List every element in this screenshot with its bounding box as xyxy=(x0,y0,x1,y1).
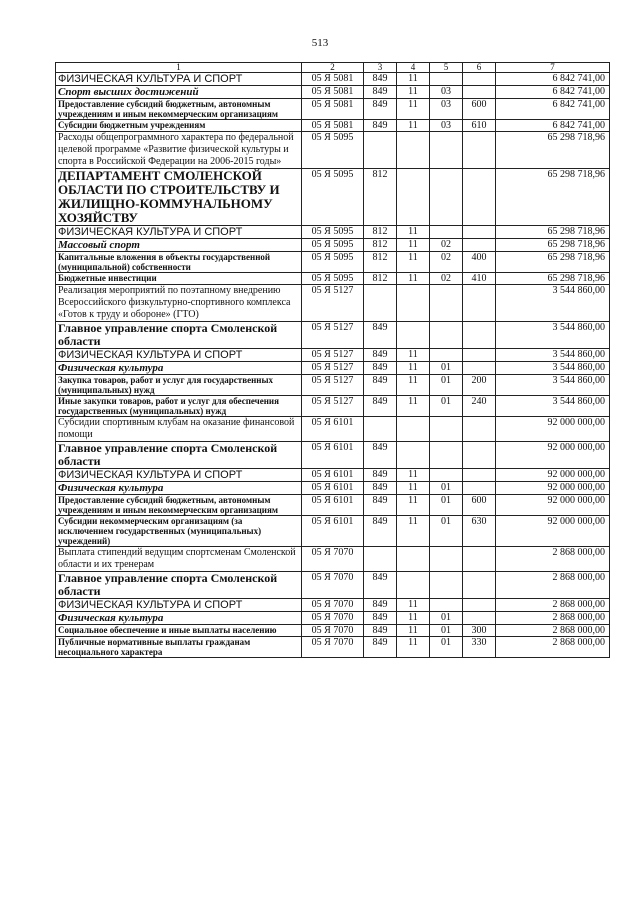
ved-cell: 849 xyxy=(364,637,397,658)
rz-cell xyxy=(397,169,430,226)
vr-cell: 600 xyxy=(463,99,496,120)
ved-cell: 812 xyxy=(364,252,397,273)
table-row xyxy=(56,396,610,417)
rz-cell xyxy=(397,417,430,442)
ved-cell: 849 xyxy=(364,495,397,516)
code-cell: 05 Я 5095 xyxy=(302,252,364,273)
row-name: Субсидии некоммерческим организациям (за исключением государственных (муниципальных) учреждений) xyxy=(56,516,302,547)
sum-cell: 2 868 000,00 xyxy=(496,637,610,658)
header-cell: 7 xyxy=(496,63,610,73)
table-row xyxy=(56,637,610,658)
pr-cell: 01 xyxy=(430,612,463,625)
sum-cell: 2 868 000,00 xyxy=(496,599,610,612)
sum-cell: 92 000 000,00 xyxy=(496,495,610,516)
rz-cell: 11 xyxy=(397,482,430,495)
code-cell: 05 Я 5127 xyxy=(302,349,364,362)
table-row xyxy=(56,99,610,120)
code-cell: 05 Я 7070 xyxy=(302,572,364,599)
code-cell: 05 Я 6101 xyxy=(302,442,364,469)
row-name: Физическая культура xyxy=(56,482,302,495)
pr-cell: 01 xyxy=(430,625,463,637)
row-name: Капитальные вложения в объекты государственной (муниципальной) собственности xyxy=(56,252,302,273)
row-name: Бюджетные инвестиции xyxy=(56,273,302,285)
row-name: ФИЗИЧЕСКАЯ КУЛЬТУРА И СПОРТ xyxy=(56,469,302,482)
sum-cell: 3 544 860,00 xyxy=(496,285,610,322)
sum-cell: 3 544 860,00 xyxy=(496,375,610,396)
table-row xyxy=(56,86,610,99)
vr-cell xyxy=(463,469,496,482)
table-row xyxy=(56,285,610,322)
rz-cell xyxy=(397,547,430,572)
row-name: Физическая культура xyxy=(56,612,302,625)
table-row xyxy=(56,252,610,273)
sum-cell: 65 298 718,96 xyxy=(496,132,610,169)
rz-cell: 11 xyxy=(397,99,430,120)
row-name: Главное управление спорта Смоленской области xyxy=(56,322,302,349)
sum-cell: 92 000 000,00 xyxy=(496,469,610,482)
code-cell: 05 Я 5127 xyxy=(302,362,364,375)
ved-cell: 849 xyxy=(364,375,397,396)
rz-cell: 11 xyxy=(397,612,430,625)
ved-cell: 849 xyxy=(364,572,397,599)
sum-cell: 65 298 718,96 xyxy=(496,252,610,273)
pr-cell: 01 xyxy=(430,495,463,516)
pr-cell: 02 xyxy=(430,239,463,252)
table-row xyxy=(56,322,610,349)
pr-cell xyxy=(430,599,463,612)
header-cell: 5 xyxy=(430,63,463,73)
rz-cell xyxy=(397,132,430,169)
pr-cell xyxy=(430,73,463,86)
vr-cell xyxy=(463,169,496,226)
sum-cell: 6 842 741,00 xyxy=(496,120,610,132)
ved-cell: 849 xyxy=(364,516,397,547)
table-row xyxy=(56,482,610,495)
pr-cell xyxy=(430,469,463,482)
ved-cell: 849 xyxy=(364,482,397,495)
ved-cell: 849 xyxy=(364,99,397,120)
pr-cell xyxy=(430,572,463,599)
sum-cell: 65 298 718,96 xyxy=(496,239,610,252)
code-cell: 05 Я 7070 xyxy=(302,637,364,658)
table-row xyxy=(56,417,610,442)
vr-cell: 610 xyxy=(463,120,496,132)
code-cell: 05 Я 5081 xyxy=(302,99,364,120)
sum-cell: 2 868 000,00 xyxy=(496,612,610,625)
pr-cell xyxy=(430,169,463,226)
vr-cell xyxy=(463,322,496,349)
row-name: Спорт высших достижений xyxy=(56,86,302,99)
vr-cell: 300 xyxy=(463,625,496,637)
table-row xyxy=(56,132,610,169)
ved-cell xyxy=(364,417,397,442)
table-row xyxy=(56,442,610,469)
row-name: Субсидии бюджетным учреждениям xyxy=(56,120,302,132)
vr-cell xyxy=(463,73,496,86)
header-cell: 1 xyxy=(56,63,302,73)
pr-cell xyxy=(430,349,463,362)
table-row xyxy=(56,169,610,226)
pr-cell: 01 xyxy=(430,375,463,396)
ved-cell xyxy=(364,547,397,572)
ved-cell: 849 xyxy=(364,322,397,349)
pr-cell: 03 xyxy=(430,86,463,99)
rz-cell: 11 xyxy=(397,252,430,273)
vr-cell xyxy=(463,362,496,375)
header-cell: 4 xyxy=(397,63,430,73)
table-row xyxy=(56,362,610,375)
ved-cell xyxy=(364,285,397,322)
vr-cell xyxy=(463,239,496,252)
vr-cell xyxy=(463,349,496,362)
ved-cell: 812 xyxy=(364,169,397,226)
row-name: Иные закупки товаров, работ и услуг для обеспечения государственных (муниципальных) нужд xyxy=(56,396,302,417)
pr-cell: 02 xyxy=(430,273,463,285)
row-name: ФИЗИЧЕСКАЯ КУЛЬТУРА И СПОРТ xyxy=(56,226,302,239)
rz-cell: 11 xyxy=(397,239,430,252)
row-name: Главное управление спорта Смоленской области xyxy=(56,572,302,599)
rz-cell: 11 xyxy=(397,349,430,362)
code-cell: 05 Я 5081 xyxy=(302,86,364,99)
table-row xyxy=(56,516,610,547)
code-cell: 05 Я 5095 xyxy=(302,273,364,285)
rz-cell: 11 xyxy=(397,396,430,417)
vr-cell xyxy=(463,132,496,169)
code-cell: 05 Я 5095 xyxy=(302,132,364,169)
sum-cell: 6 842 741,00 xyxy=(496,99,610,120)
code-cell: 05 Я 6101 xyxy=(302,516,364,547)
ved-cell: 812 xyxy=(364,273,397,285)
code-cell: 05 Я 5127 xyxy=(302,322,364,349)
rz-cell: 11 xyxy=(397,375,430,396)
code-cell: 05 Я 7070 xyxy=(302,547,364,572)
ved-cell xyxy=(364,132,397,169)
rz-cell: 11 xyxy=(397,86,430,99)
ved-cell: 812 xyxy=(364,239,397,252)
code-cell: 05 Я 6101 xyxy=(302,417,364,442)
sum-cell: 92 000 000,00 xyxy=(496,516,610,547)
vr-cell: 630 xyxy=(463,516,496,547)
sum-cell: 65 298 718,96 xyxy=(496,169,610,226)
sum-cell: 2 868 000,00 xyxy=(496,547,610,572)
row-name: Расходы общепрограммного характера по федеральной целевой программе «Развитие физической культуры и спорта в Российской Федерации на 2006-2015 годы» xyxy=(56,132,302,169)
sum-cell: 3 544 860,00 xyxy=(496,362,610,375)
pr-cell: 03 xyxy=(430,99,463,120)
rz-cell: 11 xyxy=(397,226,430,239)
code-cell: 05 Я 5081 xyxy=(302,120,364,132)
rz-cell: 11 xyxy=(397,495,430,516)
ved-cell: 849 xyxy=(364,120,397,132)
pr-cell xyxy=(430,417,463,442)
vr-cell xyxy=(463,285,496,322)
row-name: Субсидии спортивным клубам на оказание финансовой помощи xyxy=(56,417,302,442)
page-number: 513 xyxy=(311,37,329,49)
vr-cell xyxy=(463,482,496,495)
vr-cell xyxy=(463,599,496,612)
table-row xyxy=(56,547,610,572)
row-name: Физическая культура xyxy=(56,362,302,375)
table-row xyxy=(56,239,610,252)
header-cell: 2 xyxy=(302,63,364,73)
pr-cell: 01 xyxy=(430,362,463,375)
vr-cell: 330 xyxy=(463,637,496,658)
row-name: Реализация мероприятий по поэтапному внедрению Всероссийского физкультурно-спортивного комплекса «Готов к труду и обороне» (ГТО) xyxy=(56,285,302,322)
header-cell: 6 xyxy=(463,63,496,73)
sum-cell: 92 000 000,00 xyxy=(496,482,610,495)
rz-cell: 11 xyxy=(397,599,430,612)
vr-cell xyxy=(463,547,496,572)
code-cell: 05 Я 5095 xyxy=(302,169,364,226)
rz-cell: 11 xyxy=(397,637,430,658)
sum-cell: 92 000 000,00 xyxy=(496,442,610,469)
budget-table xyxy=(55,62,610,658)
vr-cell: 240 xyxy=(463,396,496,417)
vr-cell xyxy=(463,86,496,99)
table-row xyxy=(56,572,610,599)
sum-cell: 92 000 000,00 xyxy=(496,417,610,442)
code-cell: 05 Я 7070 xyxy=(302,625,364,637)
pr-cell xyxy=(430,322,463,349)
ved-cell: 849 xyxy=(364,625,397,637)
pr-cell xyxy=(430,226,463,239)
sum-cell: 2 868 000,00 xyxy=(496,572,610,599)
code-cell: 05 Я 5095 xyxy=(302,226,364,239)
sum-cell: 2 868 000,00 xyxy=(496,625,610,637)
pr-cell xyxy=(430,285,463,322)
code-cell: 05 Я 6101 xyxy=(302,469,364,482)
table-row xyxy=(56,226,610,239)
ved-cell: 849 xyxy=(364,86,397,99)
vr-cell xyxy=(463,442,496,469)
table-row xyxy=(56,349,610,362)
header-row xyxy=(56,63,610,73)
ved-cell: 849 xyxy=(364,599,397,612)
sum-cell: 65 298 718,96 xyxy=(496,273,610,285)
ved-cell: 849 xyxy=(364,396,397,417)
row-name: Главное управление спорта Смоленской области xyxy=(56,442,302,469)
pr-cell: 01 xyxy=(430,516,463,547)
pr-cell xyxy=(430,132,463,169)
ved-cell: 849 xyxy=(364,73,397,86)
row-name: Социальное обеспечение и иные выплаты населению xyxy=(56,625,302,637)
table-row xyxy=(56,73,610,86)
code-cell: 05 Я 7070 xyxy=(302,599,364,612)
code-cell: 05 Я 6101 xyxy=(302,495,364,516)
ved-cell: 849 xyxy=(364,469,397,482)
sum-cell: 6 842 741,00 xyxy=(496,73,610,86)
vr-cell xyxy=(463,612,496,625)
row-name: Массовый спорт xyxy=(56,239,302,252)
vr-cell xyxy=(463,572,496,599)
rz-cell: 11 xyxy=(397,625,430,637)
vr-cell: 400 xyxy=(463,252,496,273)
ved-cell: 849 xyxy=(364,442,397,469)
pr-cell xyxy=(430,547,463,572)
row-name: ФИЗИЧЕСКАЯ КУЛЬТУРА И СПОРТ xyxy=(56,349,302,362)
row-name: Предоставление субсидий бюджетным, автономным учреждениям и иным некоммерческим организациям xyxy=(56,495,302,516)
table-row xyxy=(56,495,610,516)
vr-cell: 410 xyxy=(463,273,496,285)
table-body xyxy=(56,63,610,658)
table-row xyxy=(56,599,610,612)
pr-cell: 01 xyxy=(430,396,463,417)
code-cell: 05 Я 7070 xyxy=(302,612,364,625)
pr-cell: 01 xyxy=(430,482,463,495)
rz-cell xyxy=(397,322,430,349)
table-row xyxy=(56,625,610,637)
rz-cell: 11 xyxy=(397,273,430,285)
row-name: Выплата стипендий ведущим спортсменам Смоленской области и их тренерам xyxy=(56,547,302,572)
pr-cell: 02 xyxy=(430,252,463,273)
sum-cell: 3 544 860,00 xyxy=(496,349,610,362)
ved-cell: 849 xyxy=(364,362,397,375)
rz-cell: 11 xyxy=(397,469,430,482)
rz-cell xyxy=(397,572,430,599)
pr-cell xyxy=(430,442,463,469)
header-cell: 3 xyxy=(364,63,397,73)
rz-cell: 11 xyxy=(397,516,430,547)
row-name: Публичные нормативные выплаты гражданам несоциального характера xyxy=(56,637,302,658)
vr-cell xyxy=(463,226,496,239)
code-cell: 05 Я 5127 xyxy=(302,396,364,417)
pr-cell: 01 xyxy=(430,637,463,658)
ved-cell: 849 xyxy=(364,612,397,625)
ved-cell: 849 xyxy=(364,349,397,362)
code-cell: 05 Я 5095 xyxy=(302,239,364,252)
table-row xyxy=(56,469,610,482)
rz-cell: 11 xyxy=(397,362,430,375)
code-cell: 05 Я 5127 xyxy=(302,375,364,396)
row-name: Предоставление субсидий бюджетным, автономным учреждениям и иным некоммерческим организациям xyxy=(56,99,302,120)
sum-cell: 6 842 741,00 xyxy=(496,86,610,99)
table-row xyxy=(56,612,610,625)
table-row xyxy=(56,273,610,285)
rz-cell: 11 xyxy=(397,120,430,132)
ved-cell: 812 xyxy=(364,226,397,239)
code-cell: 05 Я 5127 xyxy=(302,285,364,322)
row-name: ФИЗИЧЕСКАЯ КУЛЬТУРА И СПОРТ xyxy=(56,599,302,612)
vr-cell xyxy=(463,417,496,442)
row-name: Закупка товаров, работ и услуг для государственных (муниципальных) нужд xyxy=(56,375,302,396)
vr-cell: 200 xyxy=(463,375,496,396)
table-row xyxy=(56,375,610,396)
vr-cell: 600 xyxy=(463,495,496,516)
table-row xyxy=(56,120,610,132)
pr-cell: 03 xyxy=(430,120,463,132)
code-cell: 05 Я 6101 xyxy=(302,482,364,495)
code-cell: 05 Я 5081 xyxy=(302,73,364,86)
rz-cell: 11 xyxy=(397,73,430,86)
sum-cell: 65 298 718,96 xyxy=(496,226,610,239)
rz-cell xyxy=(397,285,430,322)
sum-cell: 3 544 860,00 xyxy=(496,322,610,349)
row-name: ДЕПАРТАМЕНТ СМОЛЕНСКОЙ ОБЛАСТИ ПО СТРОИТЕЛЬСТВУ И ЖИЛИЩНО-КОММУНАЛЬНОМУ ХОЗЯЙСТВУ xyxy=(56,169,302,226)
rz-cell xyxy=(397,442,430,469)
sum-cell: 3 544 860,00 xyxy=(496,396,610,417)
row-name: ФИЗИЧЕСКАЯ КУЛЬТУРА И СПОРТ xyxy=(56,73,302,86)
